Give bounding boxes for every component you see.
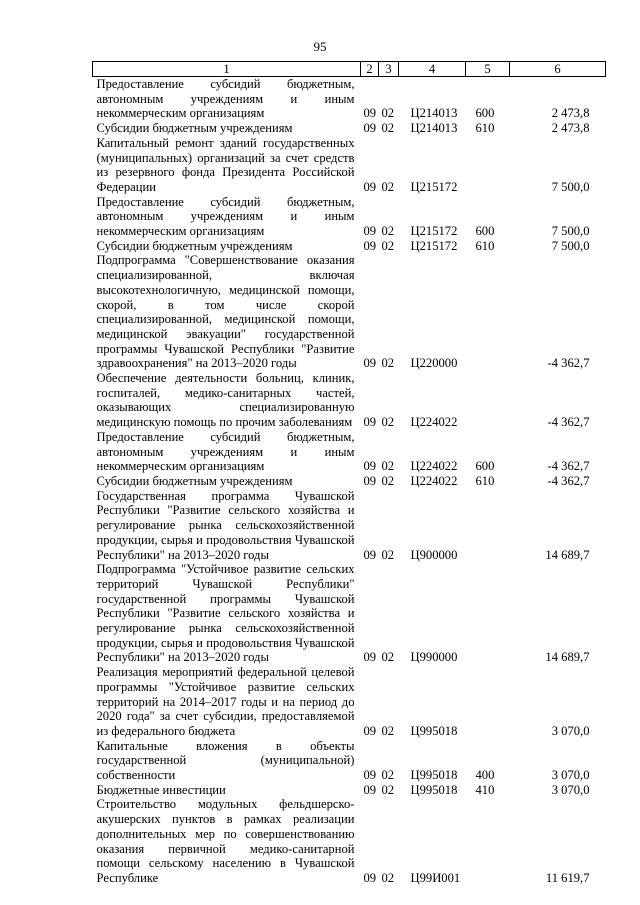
row-subsection: 02 bbox=[381, 650, 395, 665]
table-row bbox=[93, 562, 606, 665]
row-target-article: Ц995018 bbox=[410, 768, 458, 783]
row-name: Капитальные вложения в объекты государственной (муниципальной) собственности bbox=[96, 738, 355, 783]
column-header-3: 3 bbox=[379, 62, 399, 77]
row-amount: 3 070,0 bbox=[551, 723, 590, 738]
row-expense-type bbox=[466, 136, 510, 195]
column-header-1: 1 bbox=[93, 62, 361, 77]
row-subsection: 02 bbox=[381, 547, 395, 562]
row-section: 09 bbox=[363, 356, 377, 371]
row-name: Субсидии бюджетным учреждениям bbox=[96, 121, 293, 136]
table-row bbox=[93, 739, 606, 783]
table-row bbox=[93, 253, 606, 371]
row-expense-type bbox=[466, 489, 510, 563]
row-section: 09 bbox=[363, 547, 377, 562]
row-subsection: 02 bbox=[381, 106, 395, 121]
table-row bbox=[93, 797, 606, 885]
table-body bbox=[93, 77, 606, 886]
row-section: 09 bbox=[363, 121, 377, 136]
row-target-article: Ц990000 bbox=[410, 650, 458, 665]
row-section: 09 bbox=[363, 870, 377, 885]
row-amount: 14 689,7 bbox=[545, 547, 590, 562]
row-amount: -4 362,7 bbox=[547, 356, 590, 371]
row-section: 09 bbox=[363, 238, 377, 253]
row-name: Субсидии бюджетным учреждениям bbox=[96, 238, 293, 253]
row-subsection: 02 bbox=[381, 723, 395, 738]
row-expense-type bbox=[466, 253, 510, 371]
row-target-article: Ц215172 bbox=[410, 238, 458, 253]
row-amount: 14 689,7 bbox=[545, 650, 590, 665]
row-subsection: 02 bbox=[381, 870, 395, 885]
row-section: 09 bbox=[363, 782, 377, 797]
row-subsection: 02 bbox=[381, 459, 395, 474]
row-target-article: Ц220000 bbox=[410, 356, 458, 371]
row-subsection: 02 bbox=[381, 768, 395, 783]
row-amount: 7 500,0 bbox=[551, 224, 590, 239]
row-subsection: 02 bbox=[381, 473, 395, 488]
row-section: 09 bbox=[363, 723, 377, 738]
table-header bbox=[93, 62, 606, 77]
row-name: Реализация мероприятий федеральной целевой программы "Устойчивое развитие сельских территорий на 2014–2017 годы и на период до 2020 года" за счет субсидии, предоставляемой из федерального бюджета bbox=[96, 665, 355, 738]
row-expense-type bbox=[466, 797, 510, 885]
table-row bbox=[93, 371, 606, 430]
table-row bbox=[93, 783, 606, 798]
row-subsection: 02 bbox=[381, 121, 395, 136]
row-section: 09 bbox=[363, 224, 377, 239]
row-subsection: 02 bbox=[381, 782, 395, 797]
row-section: 09 bbox=[363, 459, 377, 474]
row-expense-type: 610 bbox=[475, 238, 495, 253]
row-amount: -4 362,7 bbox=[547, 473, 590, 488]
row-subsection: 02 bbox=[381, 415, 395, 430]
row-name: Обеспечение деятельности больниц, клиник, госпиталей, медико-санитарных частей, оказывающих специализированную медицинскую помощь по прочим заболеваниям bbox=[96, 371, 355, 430]
row-subsection: 02 bbox=[381, 179, 395, 194]
row-target-article: Ц995018 bbox=[410, 723, 458, 738]
column-header-6: 6 bbox=[510, 62, 606, 77]
row-name: Субсидии бюджетным учреждениям bbox=[96, 473, 293, 488]
row-section: 09 bbox=[363, 650, 377, 665]
row-amount: 11 619,7 bbox=[545, 870, 590, 885]
row-name: Предоставление субсидий бюджетным, автономным учреждениям и иным некоммерческим организациям bbox=[96, 429, 355, 474]
row-expense-type: 600 bbox=[475, 106, 495, 121]
header-row bbox=[93, 62, 606, 77]
row-target-article: Ц215172 bbox=[410, 224, 458, 239]
row-name: Капитальный ремонт зданий государственных (муниципальных) организаций за счет средств из резервного фонда Президента Российской Федерации bbox=[96, 135, 355, 194]
row-subsection: 02 bbox=[381, 224, 395, 239]
column-header-2: 2 bbox=[361, 62, 379, 77]
row-name: Предоставление субсидий бюджетным, автономным учреждениям и иным некоммерческим организациям bbox=[96, 194, 355, 239]
row-expense-type bbox=[466, 665, 510, 739]
row-amount: 3 070,0 bbox=[551, 768, 590, 783]
row-expense-type: 410 bbox=[475, 782, 495, 797]
row-target-article: Ц214013 bbox=[410, 106, 458, 121]
table-row bbox=[93, 430, 606, 474]
column-header-5: 5 bbox=[466, 62, 510, 77]
row-name: Подпрограмма "Совершенствование оказания специализированной, включая высокотехнологичную, медицинской помощи, скорой, в том числе скорой специализированной, медицинской помощи, медицинской эвакуации" государственной программы Чувашской Республики "Развитие здравоохранения" на 2013–2020 годы bbox=[96, 253, 355, 371]
row-amount: 7 500,0 bbox=[551, 238, 590, 253]
row-amount: 2 473,8 bbox=[551, 106, 590, 121]
row-target-article: Ц224022 bbox=[410, 459, 458, 474]
row-expense-type: 600 bbox=[475, 459, 495, 474]
row-section: 09 bbox=[363, 415, 377, 430]
row-amount: -4 362,7 bbox=[547, 415, 590, 430]
row-target-article: Ц224022 bbox=[410, 473, 458, 488]
table-row bbox=[93, 195, 606, 239]
row-target-article: Ц215172 bbox=[410, 179, 458, 194]
row-section: 09 bbox=[363, 106, 377, 121]
row-section: 09 bbox=[363, 768, 377, 783]
row-target-article: Ц224022 bbox=[410, 415, 458, 430]
budget-table bbox=[92, 61, 606, 886]
table-row bbox=[93, 136, 606, 195]
row-name: Подпрограмма "Устойчивое развитие сельских территорий Чувашской Республики" государственной программы Чувашской Республики "Развитие сельского хозяйства и регулирование рынка сельскохозяйственной продукции, сырья и продовольствия Чувашской Республики" на 2013–2020 годы bbox=[96, 562, 355, 665]
row-section: 09 bbox=[363, 473, 377, 488]
row-target-article: Ц99И001 bbox=[410, 870, 461, 885]
row-amount: 7 500,0 bbox=[551, 179, 590, 194]
column-header-4: 4 bbox=[399, 62, 466, 77]
table-row bbox=[93, 239, 606, 254]
table-row bbox=[93, 474, 606, 489]
row-target-article: Ц900000 bbox=[410, 547, 458, 562]
table-row bbox=[93, 489, 606, 563]
row-name: Строительство модульных фельдшерско-акушерских пунктов в рамках реализации дополнительных мер по совершенствованию оказания первичной медико-санитарной помощи сельскому населению в Чувашской Республике bbox=[96, 797, 355, 885]
row-amount: 2 473,8 bbox=[551, 121, 590, 136]
row-amount: -4 362,7 bbox=[547, 459, 590, 474]
row-expense-type bbox=[466, 562, 510, 665]
table-row bbox=[93, 77, 606, 122]
table-row bbox=[93, 121, 606, 136]
row-name: Бюджетные инвестиции bbox=[96, 782, 226, 797]
row-subsection: 02 bbox=[381, 356, 395, 371]
row-expense-type bbox=[466, 371, 510, 430]
page-number: 95 bbox=[313, 39, 327, 54]
row-name: Предоставление субсидий бюджетным, автономным учреждениям и иным некоммерческим организациям bbox=[96, 77, 355, 121]
row-amount: 3 070,0 bbox=[551, 782, 590, 797]
row-expense-type: 610 bbox=[475, 473, 495, 488]
row-subsection: 02 bbox=[381, 238, 395, 253]
row-section: 09 bbox=[363, 179, 377, 194]
row-expense-type: 400 bbox=[475, 768, 495, 783]
row-name: Государственная программа Чувашской Республики "Развитие сельского хозяйства и регулирование рынка сельскохозяйственной продукции, сырья и продовольствия Чувашской Республики" на 2013–2020 годы bbox=[96, 488, 355, 562]
row-expense-type: 610 bbox=[475, 121, 495, 136]
row-expense-type: 600 bbox=[475, 224, 495, 239]
row-target-article: Ц995018 bbox=[410, 782, 458, 797]
table-row bbox=[93, 665, 606, 739]
row-target-article: Ц214013 bbox=[410, 121, 458, 136]
